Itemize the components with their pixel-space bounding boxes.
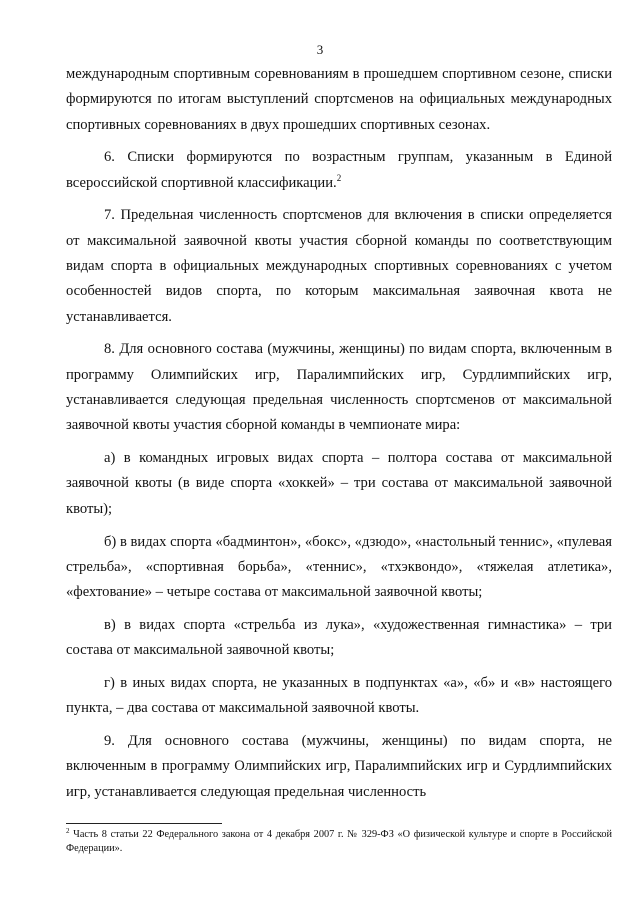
page-number: 3 <box>316 42 324 57</box>
document-body <box>66 62 612 813</box>
footnote-divider <box>66 823 222 824</box>
footnote <box>66 828 612 856</box>
footnote-reference: 2 <box>336 172 342 183</box>
paragraph-continuation: международным спортивным соревнованиям в прошедшем спортивном сезоне, списки формируются по итогам выступлений спортсменов на официальных международных спортивных соревнованиях в двух прошедших спортивных сезонах. <box>66 66 612 133</box>
paragraph-6 <box>66 145 612 196</box>
subparagraph-g: г) в иных видах спорта, не указанных в подпунктах «а», «б» и «в» настоящего пункта, – два состава от максимальной заявочной квоты. <box>66 675 612 717</box>
footnote-text: Часть 8 статьи 22 Федерального закона от 4 декабря 2007 г. № 329-ФЗ «О физической культуре и спорте в Российской Федерации». <box>66 829 612 854</box>
paragraph-7: 7. Предельная численность спортсменов для включения в списки определяется от максимальной заявочной квоты участия сборной команды по соответствующим видам спорта в официальных международных спортивных соревнованиях с учетом особенностей видов спорта, по которым максимальная заявочная квота не устанавливается. <box>66 207 612 325</box>
subparagraph-b: б) в видах спорта «бадминтон», «бокс», «дзюдо», «настольный теннис», «пулевая стрельба», «спортивная борьба», «теннис», «тхэквондо», «тяжелая атлетика», «фехтование» – четыре состава от максимальной заявочной квоты; <box>66 533 612 601</box>
footnote-marker: 2 <box>66 827 70 835</box>
paragraph-8: 8. Для основного состава (мужчины, женщины) по видам спорта, включенным в программу Олимпийских игр, Паралимпийских игр, Сурдлимпийских игр, устанавливается следующая предельная численность спортсменов от максимальной заявочной квоты участия сборной команды в чемпионате мира: <box>66 341 612 434</box>
subparagraph-v: в) в видах спорта «стрельба из лука», «художественная гимнастика» – три состава от максимальной заявочной квоты; <box>66 616 612 659</box>
paragraph-9: 9. Для основного состава (мужчины, женщины) по видам спорта, не включенным в программу Олимпийских игр, Паралимпийских игр и Сурдлимпийских игр, устанавливается следующая предельная численность <box>66 733 612 800</box>
subparagraph-a: а) в командных игровых видах спорта – полтора состава от максимальной заявочной квоты (в виде спорта «хоккей» – три состава от максимальной заявочной квоты); <box>66 450 612 517</box>
paragraph-6-text: 6. Списки формируются по возрастным группам, указанным в Единой всероссийской спортивной классификации. <box>66 149 612 191</box>
